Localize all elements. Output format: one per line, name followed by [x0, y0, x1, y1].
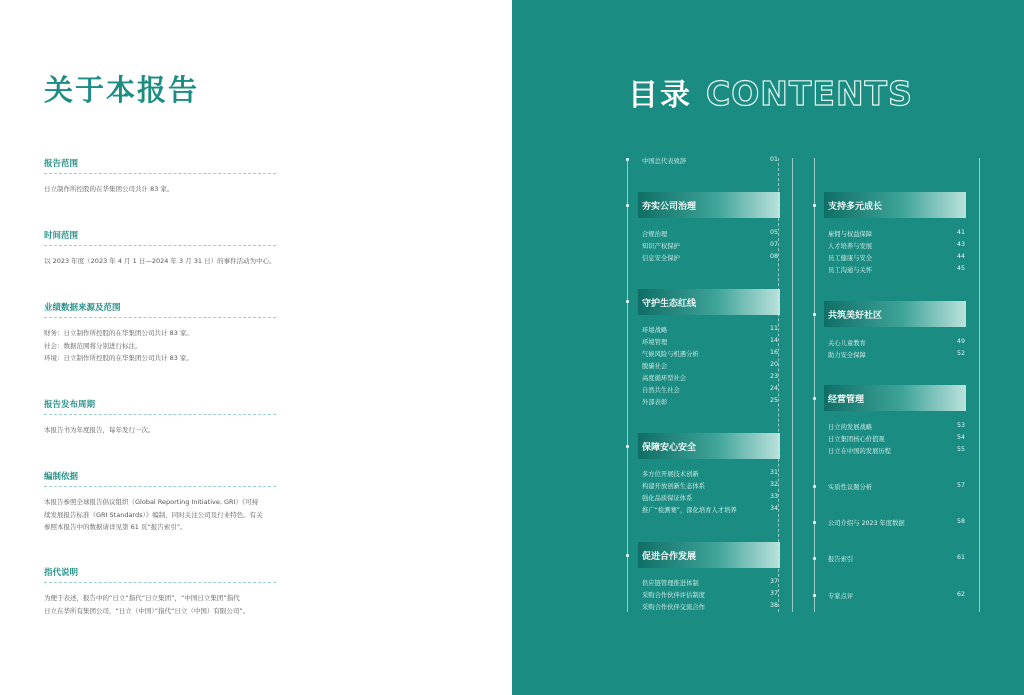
toc-entry-page: 61: [956, 554, 965, 561]
page-title: 关于本报告: [44, 73, 200, 107]
toc-entry-page: 41: [956, 229, 965, 236]
toc-entry-company-data[interactable]: [828, 518, 965, 527]
section-title: 指代说明: [44, 566, 276, 583]
toc-entry-page: 14: [769, 337, 778, 344]
toc-entry-label: 员工沟通与关怀: [828, 267, 873, 274]
toc-entry-label: 采购合作伙伴评估制度: [642, 592, 705, 599]
toc-entry[interactable]: [642, 481, 778, 490]
toc-entry-materiality[interactable]: [828, 482, 965, 491]
toc-right-line: [814, 158, 815, 612]
toc-entry-page: 01: [769, 156, 778, 163]
toc-entry-page: 43: [956, 241, 965, 248]
toc-entry-label: 气候风险与机遇分析: [642, 351, 699, 358]
toc-entry[interactable]: [642, 349, 778, 358]
toc-section-growth[interactable]: 支持多元成长: [824, 192, 966, 218]
toc-entry-page: 58: [956, 518, 965, 525]
toc-entry-page: 53: [956, 422, 965, 429]
toc-entry-page: 45: [956, 265, 965, 272]
section-line: 环境：日立制作所控股的在华集团公司共计 83 家。: [44, 354, 193, 362]
toc-entry-page: 37: [769, 578, 778, 585]
section-line: 本报告书为年度报告，每年发行一次。: [44, 426, 155, 434]
section-line: 为便于表述，报告中的“日立”指代“日立集团”，“中国日立集团”指代: [44, 594, 240, 602]
section-title: 时间范围: [44, 229, 276, 246]
toc-entry-label: 知识产权保护: [642, 243, 680, 250]
toc-entry-page: 05: [769, 229, 778, 236]
toc-entry-label: 合规治理: [642, 231, 668, 238]
toc-entry[interactable]: [828, 446, 965, 455]
toc-center-line: [792, 158, 793, 612]
toc-far-right-line: [979, 158, 980, 612]
toc-entry-label: 专家点评: [828, 593, 854, 600]
toc-entry[interactable]: [642, 337, 778, 346]
toc-section-management[interactable]: 经营管理: [824, 385, 966, 411]
toc-entry-page: 07: [769, 241, 778, 248]
toc-entry[interactable]: [828, 229, 965, 238]
toc-entry-label: 中国总代表致辞: [642, 158, 687, 165]
toc-entry[interactable]: [828, 265, 965, 274]
toc-entry-index[interactable]: [828, 554, 965, 563]
section-title: 报告范围: [44, 157, 276, 174]
toc-dot: [626, 445, 629, 448]
toc-entry-label: 推广“检测赛”，深化培育人才培养: [642, 507, 737, 514]
toc-entry-label: 公司介绍与 2023 年度数据: [828, 520, 905, 527]
toc-entry-label: 构建开放创新生态体系: [642, 483, 705, 490]
toc-entry-label: 助力安全保障: [828, 352, 866, 359]
toc-entry[interactable]: [642, 493, 778, 502]
toc-dot: [813, 485, 816, 488]
toc-dot: [813, 557, 816, 560]
toc-entry[interactable]: [642, 397, 778, 406]
toc-entry-label: 信息安全保护: [642, 255, 680, 262]
toc-entry-label: 采购合作伙伴交流合作: [642, 604, 705, 611]
toc-entry[interactable]: [642, 469, 778, 478]
toc-left-line: [627, 158, 628, 612]
toc-entry[interactable]: [828, 350, 965, 359]
toc-entry-page: 52: [956, 350, 965, 357]
toc-dot: [626, 204, 629, 207]
toc-entry-page: 44: [956, 253, 965, 260]
toc-entry-page: 55: [956, 446, 965, 453]
toc-entry[interactable]: [642, 253, 778, 262]
toc-entry-intro[interactable]: [642, 156, 778, 165]
toc-dot: [813, 397, 816, 400]
toc-entry[interactable]: [642, 385, 778, 394]
toc-entry-page: 33: [769, 493, 778, 500]
toc-entry-page: 38: [769, 602, 778, 609]
toc-dot: [626, 158, 629, 161]
contents-title-en: CONTENTS: [706, 74, 913, 113]
toc-entry-page: 37: [769, 590, 778, 597]
toc-dot: [813, 521, 816, 524]
toc-entry[interactable]: [828, 253, 965, 262]
toc-section-community[interactable]: 共筑美好社区: [824, 301, 966, 327]
toc-entry-label: 日立集团核心价值观: [828, 436, 885, 443]
section-basis: [44, 470, 276, 534]
toc-entry-label: 供应链管理推进体制: [642, 580, 699, 587]
section-publish-cycle: [44, 398, 276, 437]
toc-entry-label: 人才培养与发展: [828, 243, 873, 250]
toc-entry-page: 62: [956, 591, 965, 598]
toc-entry-page: 08: [769, 253, 778, 260]
toc-entry-label: 高度循环型社会: [642, 375, 687, 382]
toc-entry-label: 雇佣与权益保障: [828, 231, 873, 238]
contents-title-cn: 目录: [628, 78, 692, 113]
toc-entry-page: 11: [769, 325, 778, 332]
toc-dot: [626, 554, 629, 557]
toc-entry-label: 实质性议题分析: [828, 484, 873, 491]
toc-entry[interactable]: [642, 229, 778, 238]
toc-section-cooperation[interactable]: 促进合作发展: [638, 542, 780, 568]
toc-section-safety[interactable]: 保障安心安全: [638, 433, 780, 459]
toc-entry-label: 脱碳社会: [642, 363, 668, 370]
contents-title: [628, 70, 913, 114]
toc-entry-page: 25: [769, 397, 778, 404]
toc-entry-label: 关心儿童教育: [828, 340, 866, 347]
toc-entry-label: 环境战略: [642, 327, 668, 334]
toc-entry-page: 24: [769, 385, 778, 392]
toc-entry-label: 外部表彰: [642, 399, 668, 406]
toc-entry-label: 员工健康与安全: [828, 255, 873, 262]
section-line: 日立制作所控股的在华集团公司共计 83 家。: [44, 185, 174, 193]
toc-entry[interactable]: [828, 434, 965, 443]
toc-entry[interactable]: [828, 338, 965, 347]
toc-dot: [626, 300, 629, 303]
section-line: 社会：数据范围将分别进行标注。: [44, 341, 142, 350]
section-title: 业绩数据来源及范围: [44, 301, 276, 318]
toc-entry[interactable]: [828, 422, 965, 431]
toc-dot: [813, 204, 816, 207]
toc-entry-expert[interactable]: [828, 591, 965, 600]
toc-entry-label: 自然共生社会: [642, 387, 680, 394]
toc-entry[interactable]: [642, 325, 778, 334]
section-line: 日立在华所有集团公司，“日立（中国）”指代“日立（中国）有限公司”。: [44, 606, 250, 615]
toc-entry-label: 日立的发展战略: [828, 424, 873, 431]
section-line: 以 2023 年度（2023 年 4 月 1 日—2024 年 3 月 31 日）的事件活动为中心。: [44, 257, 276, 265]
toc-entry[interactable]: [828, 241, 965, 250]
toc-entry-page: 34: [769, 505, 778, 512]
section-time-scope: [44, 229, 276, 268]
toc-entry-label: 报告索引: [828, 556, 854, 563]
toc-section-ecology[interactable]: 守护生态红线: [638, 289, 780, 315]
section-title: 报告发布周期: [44, 398, 276, 415]
toc-entry[interactable]: [642, 505, 778, 514]
toc-entry-page: 54: [956, 434, 965, 441]
section-title: 编制依据: [44, 470, 276, 487]
toc-entry-label: 强化品质保证体系: [642, 495, 693, 502]
toc-entry[interactable]: [642, 602, 778, 611]
toc-entry-page: 23: [769, 373, 778, 380]
section-line: 财务：日立制作所控股的在华集团公司共计 83 家。: [44, 329, 193, 337]
toc-entry[interactable]: [642, 373, 778, 382]
toc-entry[interactable]: [642, 241, 778, 250]
toc-entry[interactable]: [642, 590, 778, 599]
section-line: 续发展报告标准（GRI Standards）》编制，同时关注公司及行业特色。有关: [44, 510, 263, 519]
toc-entry-label: 日立在中国的发展历程: [828, 448, 891, 455]
toc-entry-label: 环境管理: [642, 339, 668, 346]
toc-entry[interactable]: [642, 578, 778, 587]
section-report-scope: [44, 157, 276, 196]
toc-entry[interactable]: [642, 361, 778, 370]
toc-entry-page: 49: [956, 338, 965, 345]
toc-entry-page: 16: [769, 349, 778, 356]
section-references: [44, 566, 276, 617]
toc-entry-page: 31: [769, 469, 778, 476]
section-line: 本报告参照全球报告倡议组织（Global Reporting Initiative, GRI）《可持: [44, 498, 259, 506]
toc-entry-label: 多方位开展技术创新: [642, 471, 699, 478]
toc-dot: [813, 594, 816, 597]
toc-entry-page: 20: [769, 361, 778, 368]
toc-dot: [813, 313, 816, 316]
section-data-source: [44, 301, 276, 365]
toc-entry-page: 32: [769, 481, 778, 488]
toc-entry-page: 57: [956, 482, 965, 489]
toc-section-governance[interactable]: 夯实公司治理: [638, 192, 780, 218]
section-line: 参照本报告中的数据请详见第 61 页“报告索引”。: [44, 523, 187, 531]
